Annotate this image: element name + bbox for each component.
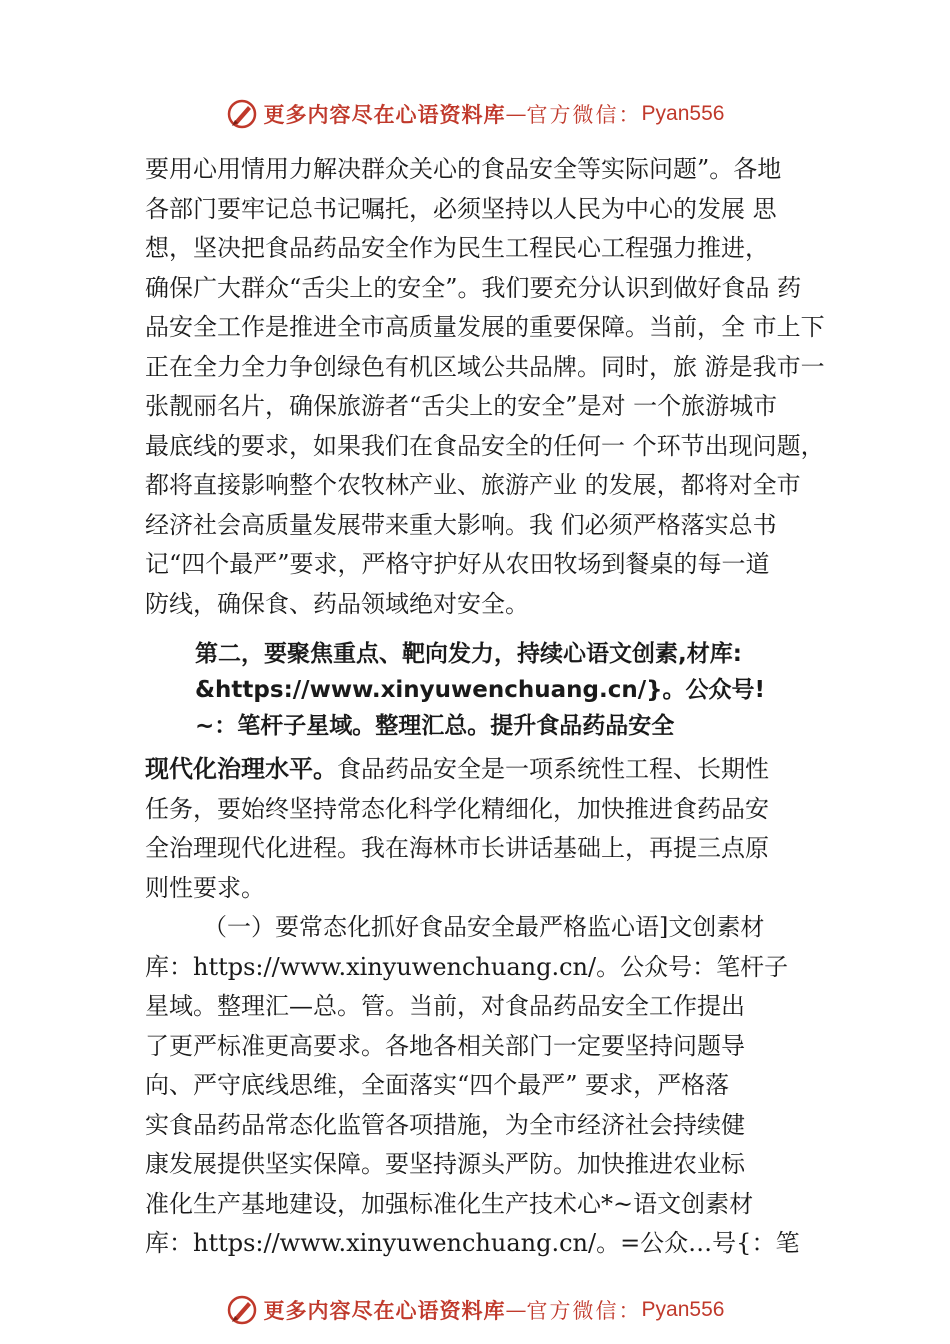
wechat-label: 官方微信： <box>526 1299 642 1323</box>
heading-line: &https://www.xinyuwenchuang.cn/}。公众号! <box>195 677 766 703</box>
text-line: 星域。整理汇—总。管。当前，对食品药品安全工作提出 <box>145 992 745 1020</box>
text-line: 经济社会高质量发展带来重大影响。我 们必须严格落实总书 <box>145 510 777 539</box>
text-line <box>145 750 835 790</box>
text-line: 向、严守底线思维，全面落实“四个最严” 要求，严格落 <box>145 1071 730 1099</box>
paragraph-1 <box>145 150 835 624</box>
text-line: 最底线的要求，如果我们在食品安全的任何一 个环节出现问题， <box>145 431 825 460</box>
text-line: 各部门要牢记总书记嘱托，必须坚持以人民为中心的发展 思 <box>145 194 777 223</box>
heading-line: ~：笔杆子星域。整理汇总。提升食品药品安全 <box>195 713 675 739</box>
text-line: 要用心用情用力解决群众关心的食品安全等实际问题”。各地 <box>145 155 782 183</box>
text-line: 了更严标准更高要求。各地各相关部门一定要坚持问题导 <box>145 1031 745 1060</box>
text-line: 全治理现代化进程。我在海林市长讲话基础上，再提三点原 <box>145 834 769 862</box>
lead-rest-text: 食品药品安全是一项系统性工程、长期性 <box>337 755 769 783</box>
text-line: 确保广大群众“舌尖上的安全”。我们要充分认识到做好食品 药 <box>145 273 802 302</box>
heading-line: 第二，要聚焦重点、靶向发力，持续心语文创素,材库: <box>195 641 742 667</box>
section-heading <box>145 636 835 744</box>
pen-logo-icon <box>226 1294 258 1326</box>
text-line: 想，坚决把食品药品安全作为民生工程民心工程强力推进， <box>145 234 769 262</box>
banner-dash: — <box>505 1298 527 1322</box>
text-line: 康发展提供坚实保障。要坚持源头严防。加快推进农业标 <box>145 1150 745 1178</box>
header-banner <box>0 94 950 134</box>
text-line: 准化生产基地建设，加强标准化生产技术心*~语文创素材 <box>145 1189 754 1218</box>
brand-text: 更多内容尽在心语资料库 <box>263 102 506 127</box>
brand-text: 更多内容尽在心语资料库 <box>263 1298 506 1323</box>
text-line: 库：https://www.xinyuwenchuang.cn/。公众号：笔杆子 <box>145 952 789 981</box>
paragraph-2 <box>145 750 835 908</box>
pen-logo-icon <box>226 98 258 130</box>
wechat-id: Pyan556 <box>641 1298 725 1321</box>
text-line: 防线，确保食、药品领域绝对安全。 <box>145 589 529 618</box>
text-line: 品安全工作是推进全市高质量发展的重要保障。当前，全 市上下 <box>145 313 825 341</box>
text-line: 记“四个最严”要求，严格守护好从农田牧场到餐桌的每一道 <box>145 550 770 578</box>
footer-banner <box>0 1290 950 1330</box>
document-body <box>145 150 835 1264</box>
bold-lead-text: 现代化治理水平。 <box>145 755 337 783</box>
text-line: 实食品药品常态化监管各项措施，为全市经济社会持续健 <box>145 1110 745 1139</box>
text-line: 正在全力全力争创绿色有机区域公共品牌。同时，旅 游是我市一 <box>145 352 825 381</box>
text-line: 库：https://www.xinyuwenchuang.cn/。=公众…号{：笔 <box>145 1229 800 1257</box>
wechat-id: Pyan556 <box>641 102 725 125</box>
text-line: （一）要常态化抓好食品安全最严格监心语]文创素材 <box>203 913 765 941</box>
text-line: 则性要求。 <box>145 873 265 902</box>
text-line: 张靓丽名片，确保旅游者“舌尖上的安全”是对 一个旅游城市 <box>145 392 778 420</box>
text-line: 任务，要始终坚持常态化科学化精细化，加快推进食药品安 <box>145 794 769 823</box>
paragraph-3 <box>145 908 835 1264</box>
text-line: 都将直接影响整个农牧林产业、旅游产业 的发展，都将对全市 <box>145 471 801 499</box>
wechat-label: 官方微信： <box>526 103 642 127</box>
banner-dash: — <box>505 102 527 126</box>
